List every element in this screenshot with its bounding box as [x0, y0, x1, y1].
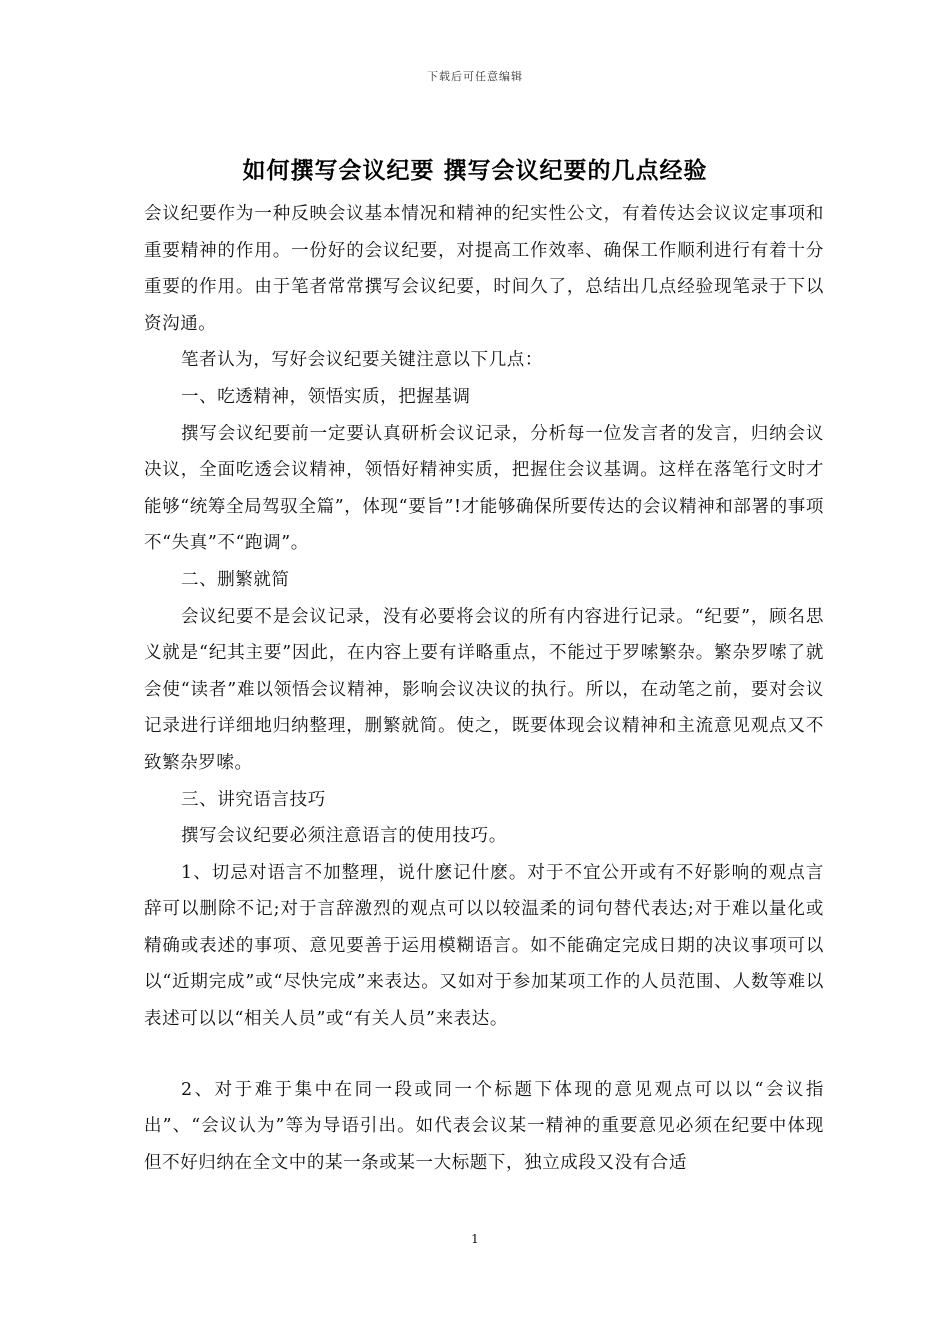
section-1-paragraph: 撰写会议纪要前一定要认真研析会议记录，分析每一位发言者的发言，归纳会议决议，全面吃透会议精神，领悟好精神实质，把握住会议基调。这样在落笔行文时才能够“统筹全局驾驭全篇”，体现“要旨”!才能够确保所要传达的会议精神和部署的事项不“失真”不“跑调”。 [144, 423, 824, 554]
intro-paragraph: 会议纪要作为一种反映会议基本情况和精神的纪实性公文，有着传达会议议定事项和重要精神的作用。一份好的会议纪要，对提高工作效率、确保工作顺利进行有着十分重要的作用。由于笔者常常撰写会议纪要，时间久了，总结出几点经验现笔录于下以资沟通。 [144, 204, 824, 334]
section-heading-1: 一、吃透精神，领悟实质，把握基调 [181, 386, 471, 407]
section-3-intro: 撰写会议纪要必须注意语言的使用技巧。 [181, 826, 507, 847]
document-title: 如何撰写会议纪要 撰写会议纪要的几点经验 [242, 157, 708, 184]
paragraph-gap [144, 1038, 824, 1072]
section-heading-2: 二、删繁就简 [181, 569, 290, 590]
document-body [144, 196, 824, 1181]
key-points-intro: 笔者认为，写好会议纪要关键注意以下几点： [181, 350, 543, 371]
point-1-paragraph: 1、切忌对语言不加整理，说什麽记什麽。对于不宜公开或有不好影响的观点言辞可以删除不记;对于言辞激烈的观点可以以较温柔的词句替代表达;对于难以量化或精确或表述的事项、意见要善于运用模糊语言。如不能确定完成日期的决议事项可以以“近期完成”或“尽快完成”来表达。又如对于参加某项工作的人员范围、人数等难以表述可以以“相关人员”或“有关人员”来表达。 [144, 862, 824, 1030]
section-2-paragraph: 会议纪要不是会议记录，没有必要将会议的所有内容进行记录。“纪要”，顾名思义就是“纪其主要”因此，在内容上要有详略重点，不能过于罗嗦繁杂。繁杂罗嗦了就会使“读者”难以领悟会议精神，影响会议决议的执行。所以，在动笔之前，要对会议记录进行详细地归纳整理，删繁就简。使之，既要体现会议精神和主流意见观点又不致繁杂罗嗦。 [144, 606, 824, 773]
page-number: 1 [471, 1232, 479, 1246]
header-note: 下载后可任意编辑 [427, 70, 523, 83]
point-2-paragraph: 2、对于难于集中在同一段或同一个标题下体现的意见观点可以以“会议指出”、“会议认为”等为导语引出。如代表会议某一精神的重要意见必须在纪要中体现但不好归纳在全文中的某一条或某一大标题下，独立成段又没有合适 [144, 1079, 824, 1173]
section-heading-3: 三、讲究语言技巧 [181, 789, 326, 810]
